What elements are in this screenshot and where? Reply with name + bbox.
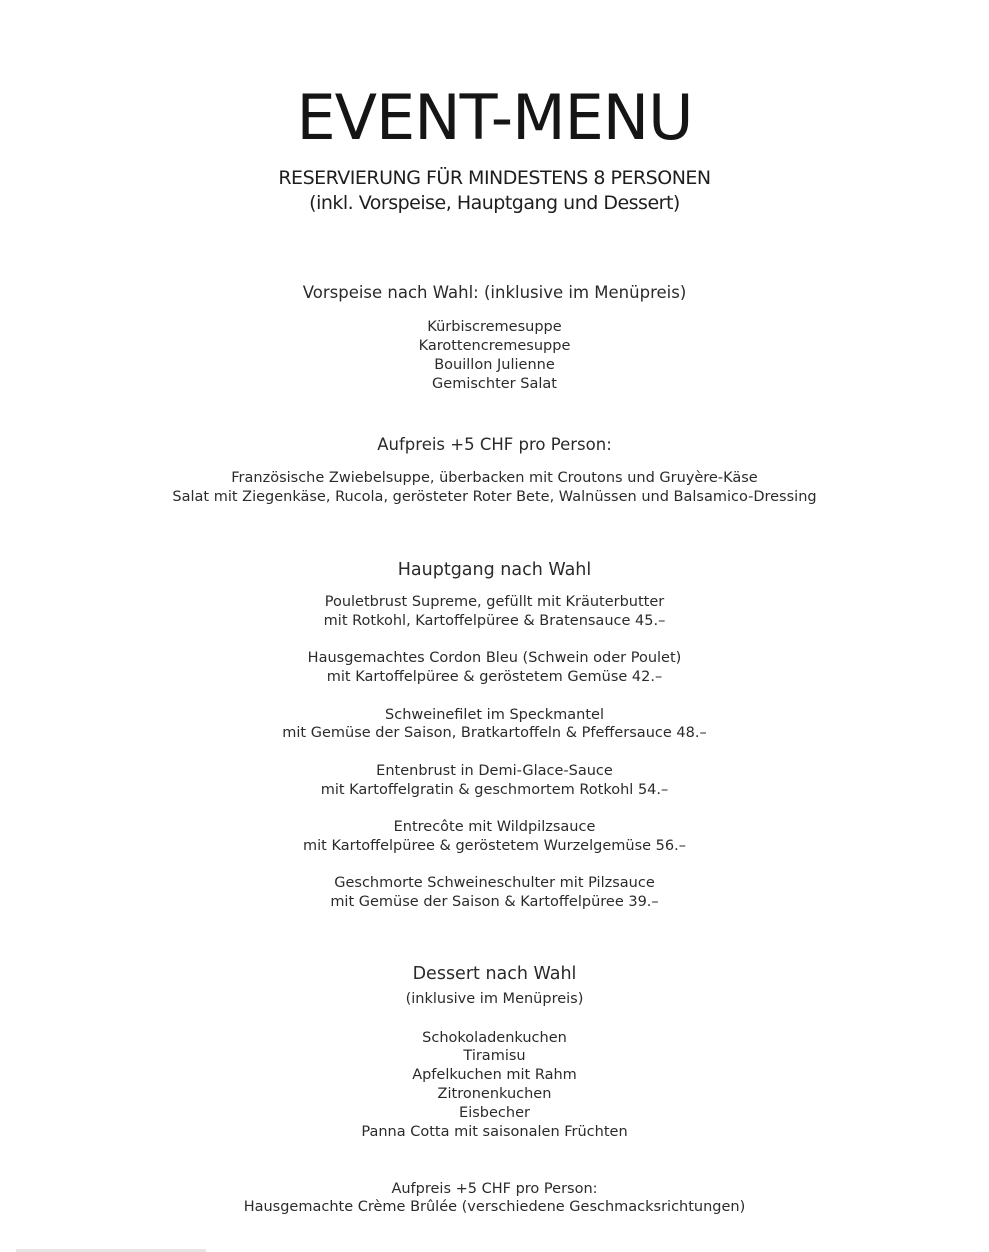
main-dish-name: Hausgemachtes Cordon Bleu (Schwein oder Poulet)	[307, 650, 682, 666]
main-dish-detail: mit Rotkohl, Kartoffelpüree & Bratensauce 45.–	[323, 613, 666, 629]
desserts-included-note: (inklusive im Menüpreis)	[405, 991, 584, 1007]
main-dish-detail: mit Kartoffelpüree & geröstetem Wurzelgemüse 56.–	[303, 838, 686, 854]
desserts-surcharge-heading: Aufpreis +5 CHF pro Person:	[391, 1181, 598, 1197]
starter-item: Bouillon Julienne	[434, 357, 555, 373]
main-dish-detail: mit Gemüse der Saison & Kartoffelpüree 39.–	[330, 894, 659, 910]
dessert-item: Apfelkuchen mit Rahm	[412, 1067, 577, 1083]
main-dish-name: Schweinefilet im Speckmantel	[385, 707, 604, 723]
dessert-item: Zitronenkuchen	[437, 1086, 552, 1102]
main-dish-name: Pouletbrust Supreme, gefüllt mit Kräuterbutter	[324, 594, 665, 610]
main-dish-name: Entenbrust in Demi-Glace-Sauce	[376, 763, 613, 779]
starter-item: Gemischter Salat	[432, 376, 557, 392]
starter-item: Kürbiscremesuppe	[427, 319, 562, 335]
starter-extra-item: Salat mit Ziegenkäse, Rucola, gerösteter Roter Bete, Walnüssen und Balsamico-Dressing	[172, 489, 817, 505]
menu-includes-note: (inkl. Vorspeise, Hauptgang und Dessert)	[309, 192, 680, 214]
reservation-note: RESERVIERUNG FÜR MINDESTENS 8 PERSONEN	[278, 167, 711, 189]
desserts-heading: Dessert nach Wahl	[412, 964, 577, 984]
page-title: EVENT-MENU	[296, 81, 693, 154]
mains-heading: Hauptgang nach Wahl	[397, 560, 592, 580]
dessert-item: Tiramisu	[463, 1048, 526, 1064]
starter-item: Karottencremesuppe	[418, 338, 571, 354]
starter-extra-item: Französische Zwiebelsuppe, überbacken mit Croutons und Gruyère-Käse	[231, 470, 758, 486]
main-dish-name: Geschmorte Schweineschulter mit Pilzsauce	[334, 875, 655, 891]
starters-surcharge-heading: Aufpreis +5 CHF pro Person:	[377, 435, 612, 454]
dessert-extra-item: Hausgemachte Crème Brûlée (verschiedene Geschmacksrichtungen)	[243, 1199, 746, 1215]
starters-heading: Vorspeise nach Wahl: (inklusive im Menüpreis)	[302, 283, 687, 302]
main-dish-detail: mit Kartoffelpüree & geröstetem Gemüse 42.–	[326, 669, 663, 685]
dessert-item: Panna Cotta mit saisonalen Früchten	[361, 1124, 628, 1140]
footer-divider	[16, 1244, 206, 1252]
main-dish-detail: mit Kartoffelgratin & geschmortem Rotkohl 54.–	[320, 782, 669, 798]
main-dish-detail: mit Gemüse der Saison, Bratkartoffeln & Pfeffersauce 48.–	[282, 725, 707, 741]
dessert-item: Schokoladenkuchen	[422, 1030, 567, 1046]
main-dish-name: Entrecôte mit Wildpilzsauce	[393, 819, 596, 835]
dessert-item: Eisbecher	[459, 1105, 530, 1121]
